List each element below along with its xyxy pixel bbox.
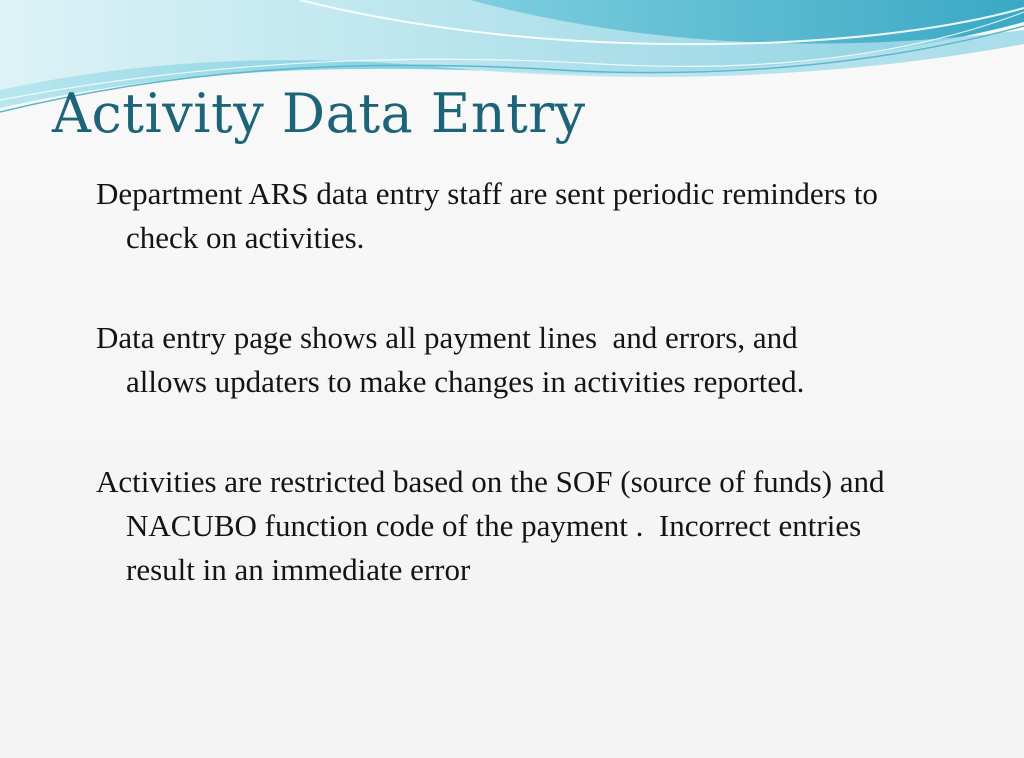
slide-title: Activity Data Entry bbox=[52, 82, 586, 145]
paragraph-restrictions: Activities are restricted based on the SOF (source of funds) and NACUBO function code of the payment . Incorrect entries result in an immediate error bbox=[96, 464, 893, 587]
paragraph-data-entry-page: Data entry page shows all payment lines and errors, and allows updaters to make changes in activities reported. bbox=[96, 320, 806, 399]
paragraph-reminders: Department ARS data entry staff are sent periodic reminders to check on activities. bbox=[96, 176, 886, 255]
slide-body bbox=[96, 172, 893, 592]
